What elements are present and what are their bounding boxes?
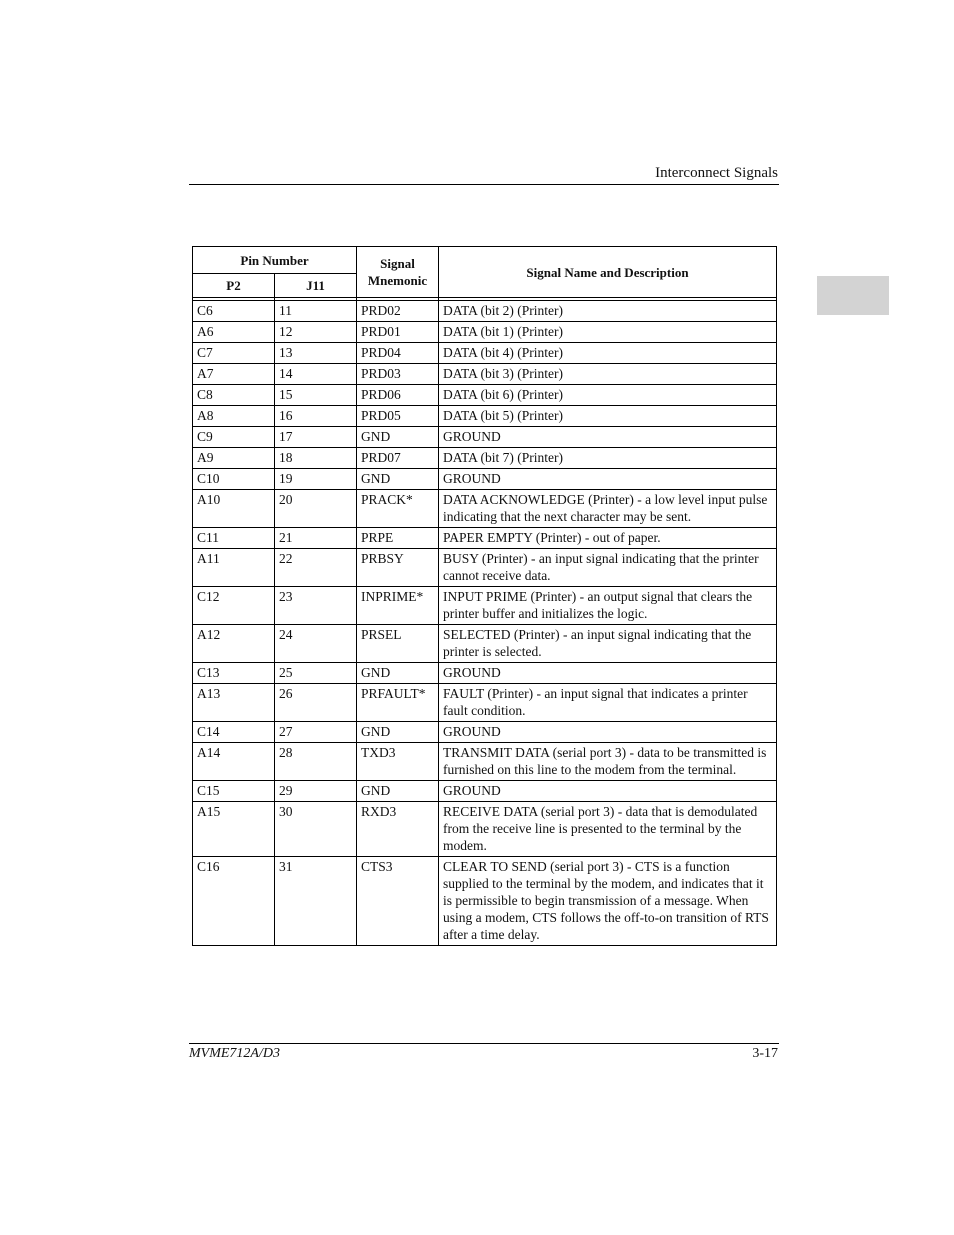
cell-j11: 16	[275, 406, 357, 427]
cell-mnemonic: GND	[357, 781, 439, 802]
cell-mnemonic: PRD06	[357, 385, 439, 406]
cell-mnemonic: INPRIME*	[357, 587, 439, 625]
cell-j11: 22	[275, 549, 357, 587]
cell-j11: 28	[275, 743, 357, 781]
table-row	[193, 857, 777, 946]
cell-mnemonic: PRBSY	[357, 549, 439, 587]
cell-p2: C10	[193, 469, 275, 490]
cell-j11: 30	[275, 802, 357, 857]
cell-p2: C13	[193, 663, 275, 684]
cell-mnemonic: CTS3	[357, 857, 439, 946]
cell-p2: C8	[193, 385, 275, 406]
cell-j11: 19	[275, 469, 357, 490]
cell-j11: 24	[275, 625, 357, 663]
cell-description: BUSY (Printer) - an input signal indicating that the printer cannot receive data.	[439, 549, 777, 587]
cell-p2: C11	[193, 528, 275, 549]
footer-rule	[189, 1043, 779, 1044]
cell-description: GROUND	[439, 427, 777, 448]
header-description: Signal Name and Description	[439, 247, 777, 298]
header-pin-number: Pin Number	[193, 247, 357, 274]
cell-mnemonic: PRD04	[357, 343, 439, 364]
cell-p2: C12	[193, 587, 275, 625]
cell-j11: 25	[275, 663, 357, 684]
cell-description: DATA (bit 3) (Printer)	[439, 364, 777, 385]
footer-page-number: 3-17	[752, 1046, 778, 1061]
table-row	[193, 343, 777, 364]
header-p2: P2	[193, 274, 275, 298]
header-rule	[189, 184, 779, 185]
table-row	[193, 427, 777, 448]
table-row	[193, 743, 777, 781]
cell-description: DATA (bit 6) (Printer)	[439, 385, 777, 406]
table-row	[193, 322, 777, 343]
cell-mnemonic: GND	[357, 469, 439, 490]
table-row	[193, 663, 777, 684]
cell-p2: C9	[193, 427, 275, 448]
header-mnemonic: Signal Mnemonic	[357, 247, 439, 298]
table-row	[193, 781, 777, 802]
cell-mnemonic: PRD03	[357, 364, 439, 385]
cell-description: FAULT (Printer) - an input signal that indicates a printer fault condition.	[439, 684, 777, 722]
cell-mnemonic: PRSEL	[357, 625, 439, 663]
cell-mnemonic: GND	[357, 722, 439, 743]
cell-mnemonic: PRACK*	[357, 490, 439, 528]
cell-p2: A14	[193, 743, 275, 781]
cell-mnemonic: RXD3	[357, 802, 439, 857]
cell-j11: 18	[275, 448, 357, 469]
cell-mnemonic: PRPE	[357, 528, 439, 549]
cell-description: DATA (bit 7) (Printer)	[439, 448, 777, 469]
cell-description: DATA (bit 1) (Printer)	[439, 322, 777, 343]
cell-mnemonic: TXD3	[357, 743, 439, 781]
cell-j11: 12	[275, 322, 357, 343]
cell-p2: C6	[193, 301, 275, 322]
table-row	[193, 364, 777, 385]
cell-mnemonic: PRD07	[357, 448, 439, 469]
cell-description: RECEIVE DATA (serial port 3) - data that is demodulated from the receive line is presented to the terminal by the modem.	[439, 802, 777, 857]
table-row	[193, 587, 777, 625]
cell-description: DATA ACKNOWLEDGE (Printer) - a low level input pulse indicating that the next character may be sent.	[439, 490, 777, 528]
cell-p2: A15	[193, 802, 275, 857]
cell-p2: C16	[193, 857, 275, 946]
cell-j11: 15	[275, 385, 357, 406]
table-row	[193, 528, 777, 549]
table-row	[193, 684, 777, 722]
header-j11: J11	[275, 274, 357, 298]
cell-j11: 23	[275, 587, 357, 625]
cell-j11: 31	[275, 857, 357, 946]
cell-mnemonic: PRFAULT*	[357, 684, 439, 722]
cell-description: GROUND	[439, 469, 777, 490]
cell-j11: 13	[275, 343, 357, 364]
cell-description: DATA (bit 2) (Printer)	[439, 301, 777, 322]
cell-j11: 14	[275, 364, 357, 385]
cell-j11: 11	[275, 301, 357, 322]
cell-mnemonic: PRD02	[357, 301, 439, 322]
cell-description: DATA (bit 4) (Printer)	[439, 343, 777, 364]
cell-p2: A8	[193, 406, 275, 427]
table-row	[193, 448, 777, 469]
cell-p2: C14	[193, 722, 275, 743]
cell-description: INPUT PRIME (Printer) - an output signal that clears the printer buffer and initializes the logic.	[439, 587, 777, 625]
chapter-thumb-tab	[817, 276, 889, 315]
cell-description: GROUND	[439, 722, 777, 743]
table-row	[193, 722, 777, 743]
cell-description: CLEAR TO SEND (serial port 3) - CTS is a function supplied to the terminal by the modem, and indicates that it is permissible to begin transmission of a message. When using a modem, CTS follows the off-to-on transition of RTS after a time delay.	[439, 857, 777, 946]
cell-mnemonic: PRD05	[357, 406, 439, 427]
table-row	[193, 490, 777, 528]
cell-mnemonic: GND	[357, 427, 439, 448]
table-body	[193, 301, 777, 946]
cell-p2: A13	[193, 684, 275, 722]
cell-p2: A10	[193, 490, 275, 528]
cell-j11: 20	[275, 490, 357, 528]
running-header: Interconnect Signals	[655, 165, 778, 181]
cell-p2: A7	[193, 364, 275, 385]
cell-p2: C15	[193, 781, 275, 802]
cell-mnemonic: GND	[357, 663, 439, 684]
cell-p2: A12	[193, 625, 275, 663]
cell-p2: C7	[193, 343, 275, 364]
cell-description: DATA (bit 5) (Printer)	[439, 406, 777, 427]
signal-table	[192, 246, 777, 946]
cell-p2: A9	[193, 448, 275, 469]
cell-p2: A6	[193, 322, 275, 343]
table-header	[193, 247, 777, 298]
cell-j11: 29	[275, 781, 357, 802]
cell-description: SELECTED (Printer) - an input signal indicating that the printer is selected.	[439, 625, 777, 663]
table-row	[193, 469, 777, 490]
table-row	[193, 549, 777, 587]
cell-p2: A11	[193, 549, 275, 587]
cell-description: GROUND	[439, 781, 777, 802]
table-row	[193, 301, 777, 322]
table-row	[193, 385, 777, 406]
cell-j11: 26	[275, 684, 357, 722]
cell-description: TRANSMIT DATA (serial port 3) - data to be transmitted is furnished on this line to the modem from the terminal.	[439, 743, 777, 781]
table-row	[193, 625, 777, 663]
cell-j11: 17	[275, 427, 357, 448]
cell-j11: 27	[275, 722, 357, 743]
footer-doc-id: MVME712A/D3	[189, 1046, 280, 1061]
table-row	[193, 802, 777, 857]
cell-description: GROUND	[439, 663, 777, 684]
table-row	[193, 406, 777, 427]
cell-j11: 21	[275, 528, 357, 549]
cell-description: PAPER EMPTY (Printer) - out of paper.	[439, 528, 777, 549]
cell-mnemonic: PRD01	[357, 322, 439, 343]
